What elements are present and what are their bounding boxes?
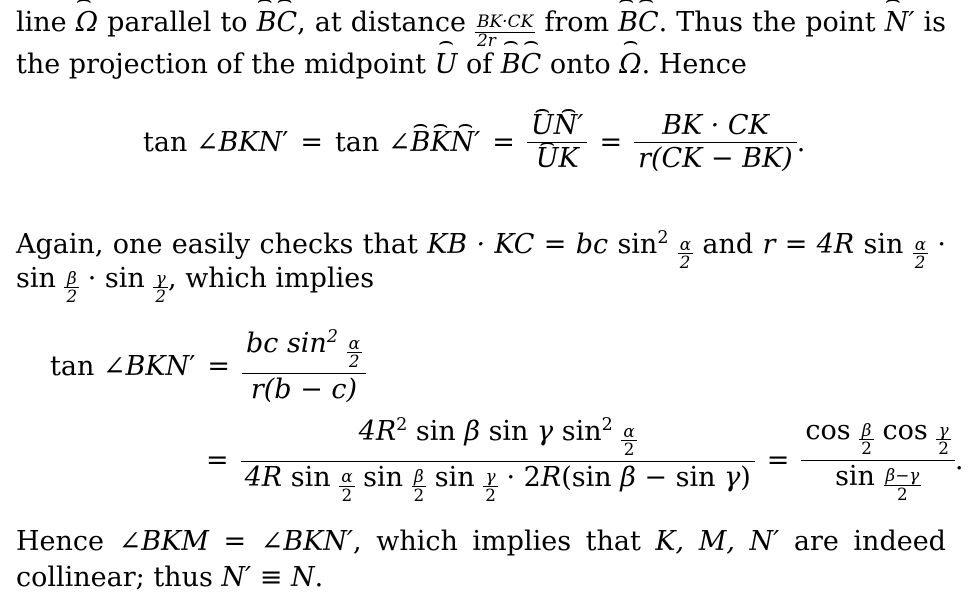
text: parallel to: [107, 7, 248, 38]
text: , which implies that: [353, 526, 641, 557]
math-alpha-half: $\frac{\alpha}{2}$: [914, 233, 927, 273]
text: is: [923, 7, 946, 38]
paragraph-2: Again, one easily checks that KB · KC = bc $\sin^2$ $\frac{\alpha}{2}$ and r = 4R sin $\frac{\alpha}{2}$ ·: [16, 228, 946, 273]
text: of: [465, 49, 493, 80]
math-bc-hat: ⌢ B⌢ C: [618, 7, 659, 38]
text: , at distance: [297, 7, 466, 38]
text: are indeed: [793, 526, 946, 557]
paragraph-2-line-2: sin $\frac{\beta}{2}$ · sin $\frac{\gamma}{2}$ , which implies: [16, 263, 375, 307]
text: . Thus the point: [658, 7, 876, 38]
text: . Hence: [641, 49, 747, 80]
math-alpha-half: $\frac{\alpha}{2}$: [679, 233, 692, 273]
math-n-prime-hat: ⌢ N′: [885, 2, 915, 43]
math-sin: $\sin^2$: [617, 228, 669, 260]
math-kb-kc: KB · KC = bc: [427, 229, 609, 260]
math-bkm: ∠BKM = ∠BKN′: [118, 526, 354, 557]
math-r: r = 4R: [762, 229, 855, 260]
text: collinear; thus: [16, 562, 213, 593]
text: and: [702, 229, 754, 260]
math-beta-half: $\frac{\beta}{2}$: [66, 267, 78, 307]
equation-2-line-2: = $4R^2$ sin β sin γ $\sin^2$ $\frac{\alpha}{2}$ 4R sin $\frac{\alpha}{2}$ sin $\frac{\beta}{2}$ sin $\frac{\gamma}{2}$ · 2R(sin β − sin γ) = cos $\frac{\beta}{2}$ cos $\frac{\gamma}{2}$ sin $\frac{\beta-\gamma}{2}$ .: [206, 415, 964, 505]
math-bc-hat: ⌢ B⌢ C: [501, 49, 542, 80]
text: line: [16, 7, 67, 38]
math-kmn: K, M, N′: [655, 526, 780, 557]
math-u-hat: ⌢ U: [435, 44, 458, 85]
text: from: [544, 7, 610, 38]
text: onto: [549, 49, 611, 80]
math-bc-hat: ⌢ B⌢ C: [257, 7, 298, 38]
text: Again, one easily checks that: [16, 229, 418, 260]
text: Hence: [16, 526, 105, 557]
paragraph-3-line-2: collinear; thus N′ ≡ N.: [16, 562, 324, 593]
paragraph-3: [16, 521, 946, 562]
math-omega-hat: ⌢ Ω: [619, 44, 641, 85]
math-fraction: $\frac{BK\cdot CK}{2r}$: [476, 12, 534, 51]
math-omega-hat: ⌢ Ω: [76, 2, 98, 43]
text: , which implies: [168, 263, 375, 294]
math-gamma-half: $\frac{\gamma}{2}$: [155, 267, 167, 307]
equation-1: tan ∠BKN′ = tan ∠⌢ B⌢ K⌢ N′ = ⌢ U⌢ N′ ⌢ UK = $\frac{BK \cdot CK}{r(CK - BK)}$ .: [143, 112, 805, 174]
equation-2-line-1: tan ∠BKN′ = bc $\sin^2$ $\frac{\alpha}{2}$ r(b − c): [50, 328, 366, 404]
text: the projection of the midpoint: [16, 49, 426, 80]
math-n-equiv: N′ ≡ N: [221, 562, 315, 593]
paragraph-1-line-2: [16, 44, 946, 85]
